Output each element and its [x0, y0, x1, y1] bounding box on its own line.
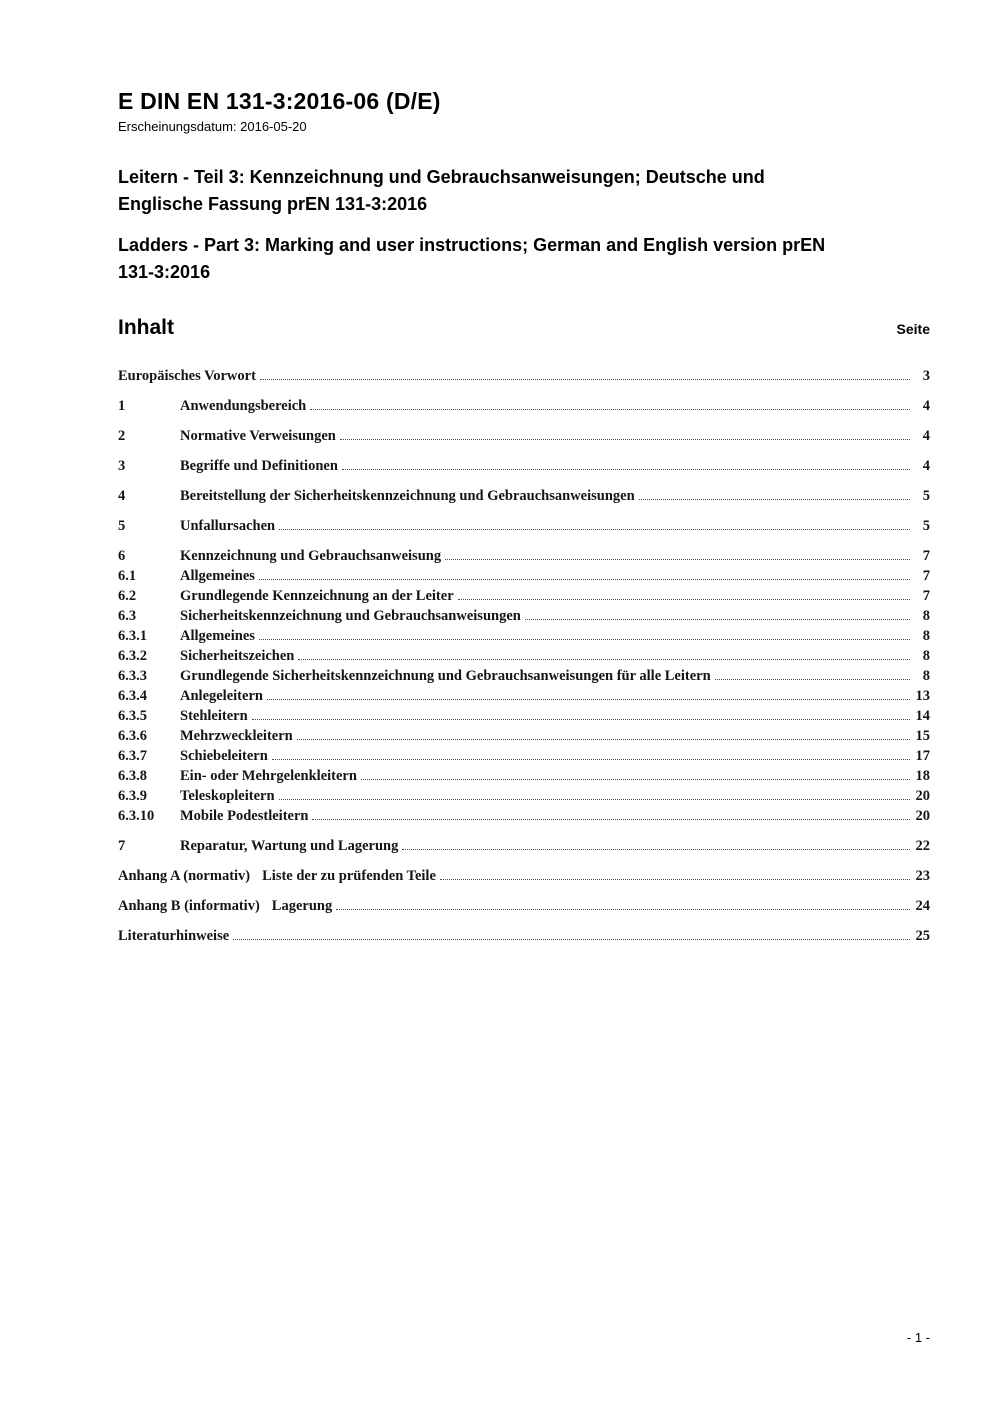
toc-dot-leader — [402, 843, 910, 850]
doc-number-title: E DIN EN 131-3:2016-06 (D/E) — [118, 88, 441, 114]
toc-entry-number: 6.3.5 — [118, 708, 147, 725]
toc-dot-leader — [336, 903, 910, 910]
page-content — [118, 88, 930, 946]
toc-entry — [118, 706, 930, 726]
toc-dot-leader — [298, 653, 910, 660]
toc-entry-page: 4 — [922, 458, 930, 475]
toc-entry-page: 22 — [915, 838, 930, 855]
doc-title-german-line2: Englische Fassung prEN 131-3:2016 — [118, 194, 428, 215]
toc-entry-label: Anwendungsbereich — [180, 398, 307, 415]
toc-entry-number: 6.3.10 — [118, 808, 155, 825]
toc-entry-label: Sicherheitskennzeichnung und Gebrauchsanweisungen — [180, 608, 521, 625]
toc-dot-leader — [279, 793, 910, 800]
toc-entry-number: 6.3.2 — [118, 648, 147, 665]
doc-title-english — [118, 232, 930, 286]
toc-entry — [118, 456, 930, 476]
toc-dot-leader — [445, 553, 910, 560]
toc-entry-page: 7 — [922, 568, 930, 585]
toc-entry-number: 6.3.4 — [118, 688, 147, 705]
toc-entry-page: 5 — [922, 488, 930, 505]
toc-entry — [118, 396, 930, 416]
toc-entry-number: 6.2 — [118, 588, 137, 605]
toc-entry-label: Allgemeines — [180, 628, 255, 645]
toc-entry-number: 1 — [118, 398, 126, 415]
toc-entry-label: Teleskopleitern — [180, 788, 275, 805]
toc-entry-page: 24 — [915, 898, 930, 915]
toc-dot-leader — [272, 753, 910, 760]
toc-entry-label: Liste der zu prüfenden Teile — [262, 868, 436, 885]
toc-dot-leader — [279, 523, 910, 530]
toc-entry-number: 6.3.7 — [118, 748, 147, 765]
toc-entry-page: 8 — [922, 648, 930, 665]
toc-entry-number: 3 — [118, 458, 126, 475]
toc-entry-label: Schiebeleitern — [180, 748, 268, 765]
toc-entry — [118, 426, 930, 446]
toc-entry — [118, 646, 930, 666]
toc-entry-label: Reparatur, Wartung und Lagerung — [180, 838, 399, 855]
page-number-footer: - 1 - — [906, 1330, 930, 1345]
doc-title-english-line1: Ladders - Part 3: Marking and user instructions; German and English version prEN — [118, 235, 826, 256]
toc-dot-leader — [260, 373, 910, 380]
doc-title-german-line1: Leitern - Teil 3: Kennzeichnung und Gebrauchsanweisungen; Deutsche und — [118, 167, 765, 188]
toc-entry-label: Stehleitern — [180, 708, 248, 725]
toc-entry — [118, 546, 930, 566]
toc-entry-page: 20 — [915, 788, 930, 805]
toc-entry-number: 6.3.6 — [118, 728, 147, 745]
toc-dot-leader — [458, 593, 910, 600]
toc-entry-page: 18 — [915, 768, 930, 785]
toc-dot-leader — [259, 633, 910, 640]
toc-entry-number: Anhang A (normativ) — [118, 868, 251, 885]
toc-entry-label: Literaturhinweise — [118, 928, 230, 945]
toc-entry-number: 6.3.9 — [118, 788, 147, 805]
toc-entry — [118, 366, 930, 386]
toc-entry-number: 7 — [118, 838, 126, 855]
toc-entry-page: 25 — [915, 928, 930, 945]
toc-entry-number: 6 — [118, 548, 126, 565]
toc-entry-page: 5 — [922, 518, 930, 535]
toc-entry-number: 6.3.1 — [118, 628, 147, 645]
toc-entry-page: 15 — [915, 728, 930, 745]
toc-entry-label: Allgemeines — [180, 568, 255, 585]
toc-entry-number: Anhang B (informativ) — [118, 898, 260, 915]
toc-entry-label: Begriffe und Definitionen — [180, 458, 338, 475]
toc-entry-number: 6.1 — [118, 568, 137, 585]
toc-entry-page: 14 — [915, 708, 930, 725]
toc-entry-label: Kennzeichnung und Gebrauchsanweisung — [180, 548, 442, 565]
toc-entry — [118, 726, 930, 746]
toc-entry — [118, 806, 930, 826]
toc-dot-leader — [267, 693, 910, 700]
toc-dot-leader — [639, 493, 910, 500]
toc-dot-leader — [310, 403, 910, 410]
toc-dot-leader — [297, 733, 910, 740]
toc-entry-number: 6.3 — [118, 608, 137, 625]
toc-entry — [118, 626, 930, 646]
toc-entry-label: Bereitstellung der Sicherheitskennzeichnung und Gebrauchsanweisungen — [180, 488, 635, 505]
toc-dot-leader — [525, 613, 910, 620]
toc-dot-leader — [340, 433, 910, 440]
toc-entry — [118, 686, 930, 706]
toc-entry — [118, 586, 930, 606]
doc-title-german — [118, 164, 930, 218]
toc-entry-label: Sicherheitszeichen — [180, 648, 295, 665]
toc-entry-label: Unfallursachen — [180, 518, 276, 535]
toc-entry-page: 3 — [922, 368, 930, 385]
toc-entry-page: 4 — [922, 428, 930, 445]
toc-entry-label: Mobile Podestleitern — [180, 808, 309, 825]
toc-entry — [118, 786, 930, 806]
toc-entry-page: 23 — [915, 868, 930, 885]
toc-entry-page: 8 — [922, 608, 930, 625]
toc-entry-number: 2 — [118, 428, 126, 445]
toc-entry — [118, 486, 930, 506]
toc-entry — [118, 566, 930, 586]
toc-heading: Inhalt — [118, 316, 174, 340]
toc-entry — [118, 866, 930, 886]
toc-entry-number: 6.3.3 — [118, 668, 147, 685]
toc-dot-leader — [312, 813, 910, 820]
toc-entry-label: Ein- oder Mehrgelenkleitern — [180, 768, 357, 785]
toc-entry-label: Grundlegende Sicherheitskennzeichnung und Gebrauchsanweisungen für alle Leitern — [180, 668, 711, 685]
toc-entry-page: 20 — [915, 808, 930, 825]
toc-entry-page: 7 — [922, 548, 930, 565]
toc-entry-page: 8 — [922, 628, 930, 645]
toc-entry-number: 5 — [118, 518, 126, 535]
toc-entry — [118, 926, 930, 946]
toc-dot-leader — [361, 773, 910, 780]
toc-entry-page: 13 — [915, 688, 930, 705]
toc-entry-page: 8 — [922, 668, 930, 685]
toc-dot-leader — [342, 463, 910, 470]
document-header — [118, 88, 930, 286]
toc-entry-number: 4 — [118, 488, 126, 505]
toc-entry-label: Grundlegende Kennzeichnung an der Leiter — [180, 588, 454, 605]
toc-dot-leader — [233, 933, 910, 940]
toc-entry-number: 6.3.8 — [118, 768, 147, 785]
toc-entry-label: Normative Verweisungen — [180, 428, 336, 445]
toc-entry-label: Anlegeleitern — [180, 688, 263, 705]
toc-entry — [118, 516, 930, 536]
toc-entry-page: 17 — [915, 748, 930, 765]
publication-date: Erscheinungsdatum: 2016-05-20 — [118, 119, 307, 135]
toc-entry — [118, 766, 930, 786]
toc-entry-page: 7 — [922, 588, 930, 605]
toc-header-row — [118, 316, 930, 340]
toc-page-column-label: Seite — [896, 321, 930, 338]
toc-entry — [118, 606, 930, 626]
toc-dot-leader — [259, 573, 910, 580]
toc-list — [118, 366, 930, 946]
toc-entry — [118, 666, 930, 686]
toc-entry — [118, 896, 930, 916]
toc-dot-leader — [715, 673, 910, 680]
toc-entry — [118, 836, 930, 856]
toc-entry-label: Europäisches Vorwort — [118, 368, 256, 385]
toc-entry-page: 4 — [922, 398, 930, 415]
toc-entry — [118, 746, 930, 766]
toc-entry-label: Lagerung — [271, 898, 333, 915]
toc-dot-leader — [252, 713, 910, 720]
toc-dot-leader — [440, 873, 910, 880]
doc-title-english-line2: 131-3:2016 — [118, 262, 211, 283]
toc-entry-label: Mehrzweckleitern — [180, 728, 293, 745]
